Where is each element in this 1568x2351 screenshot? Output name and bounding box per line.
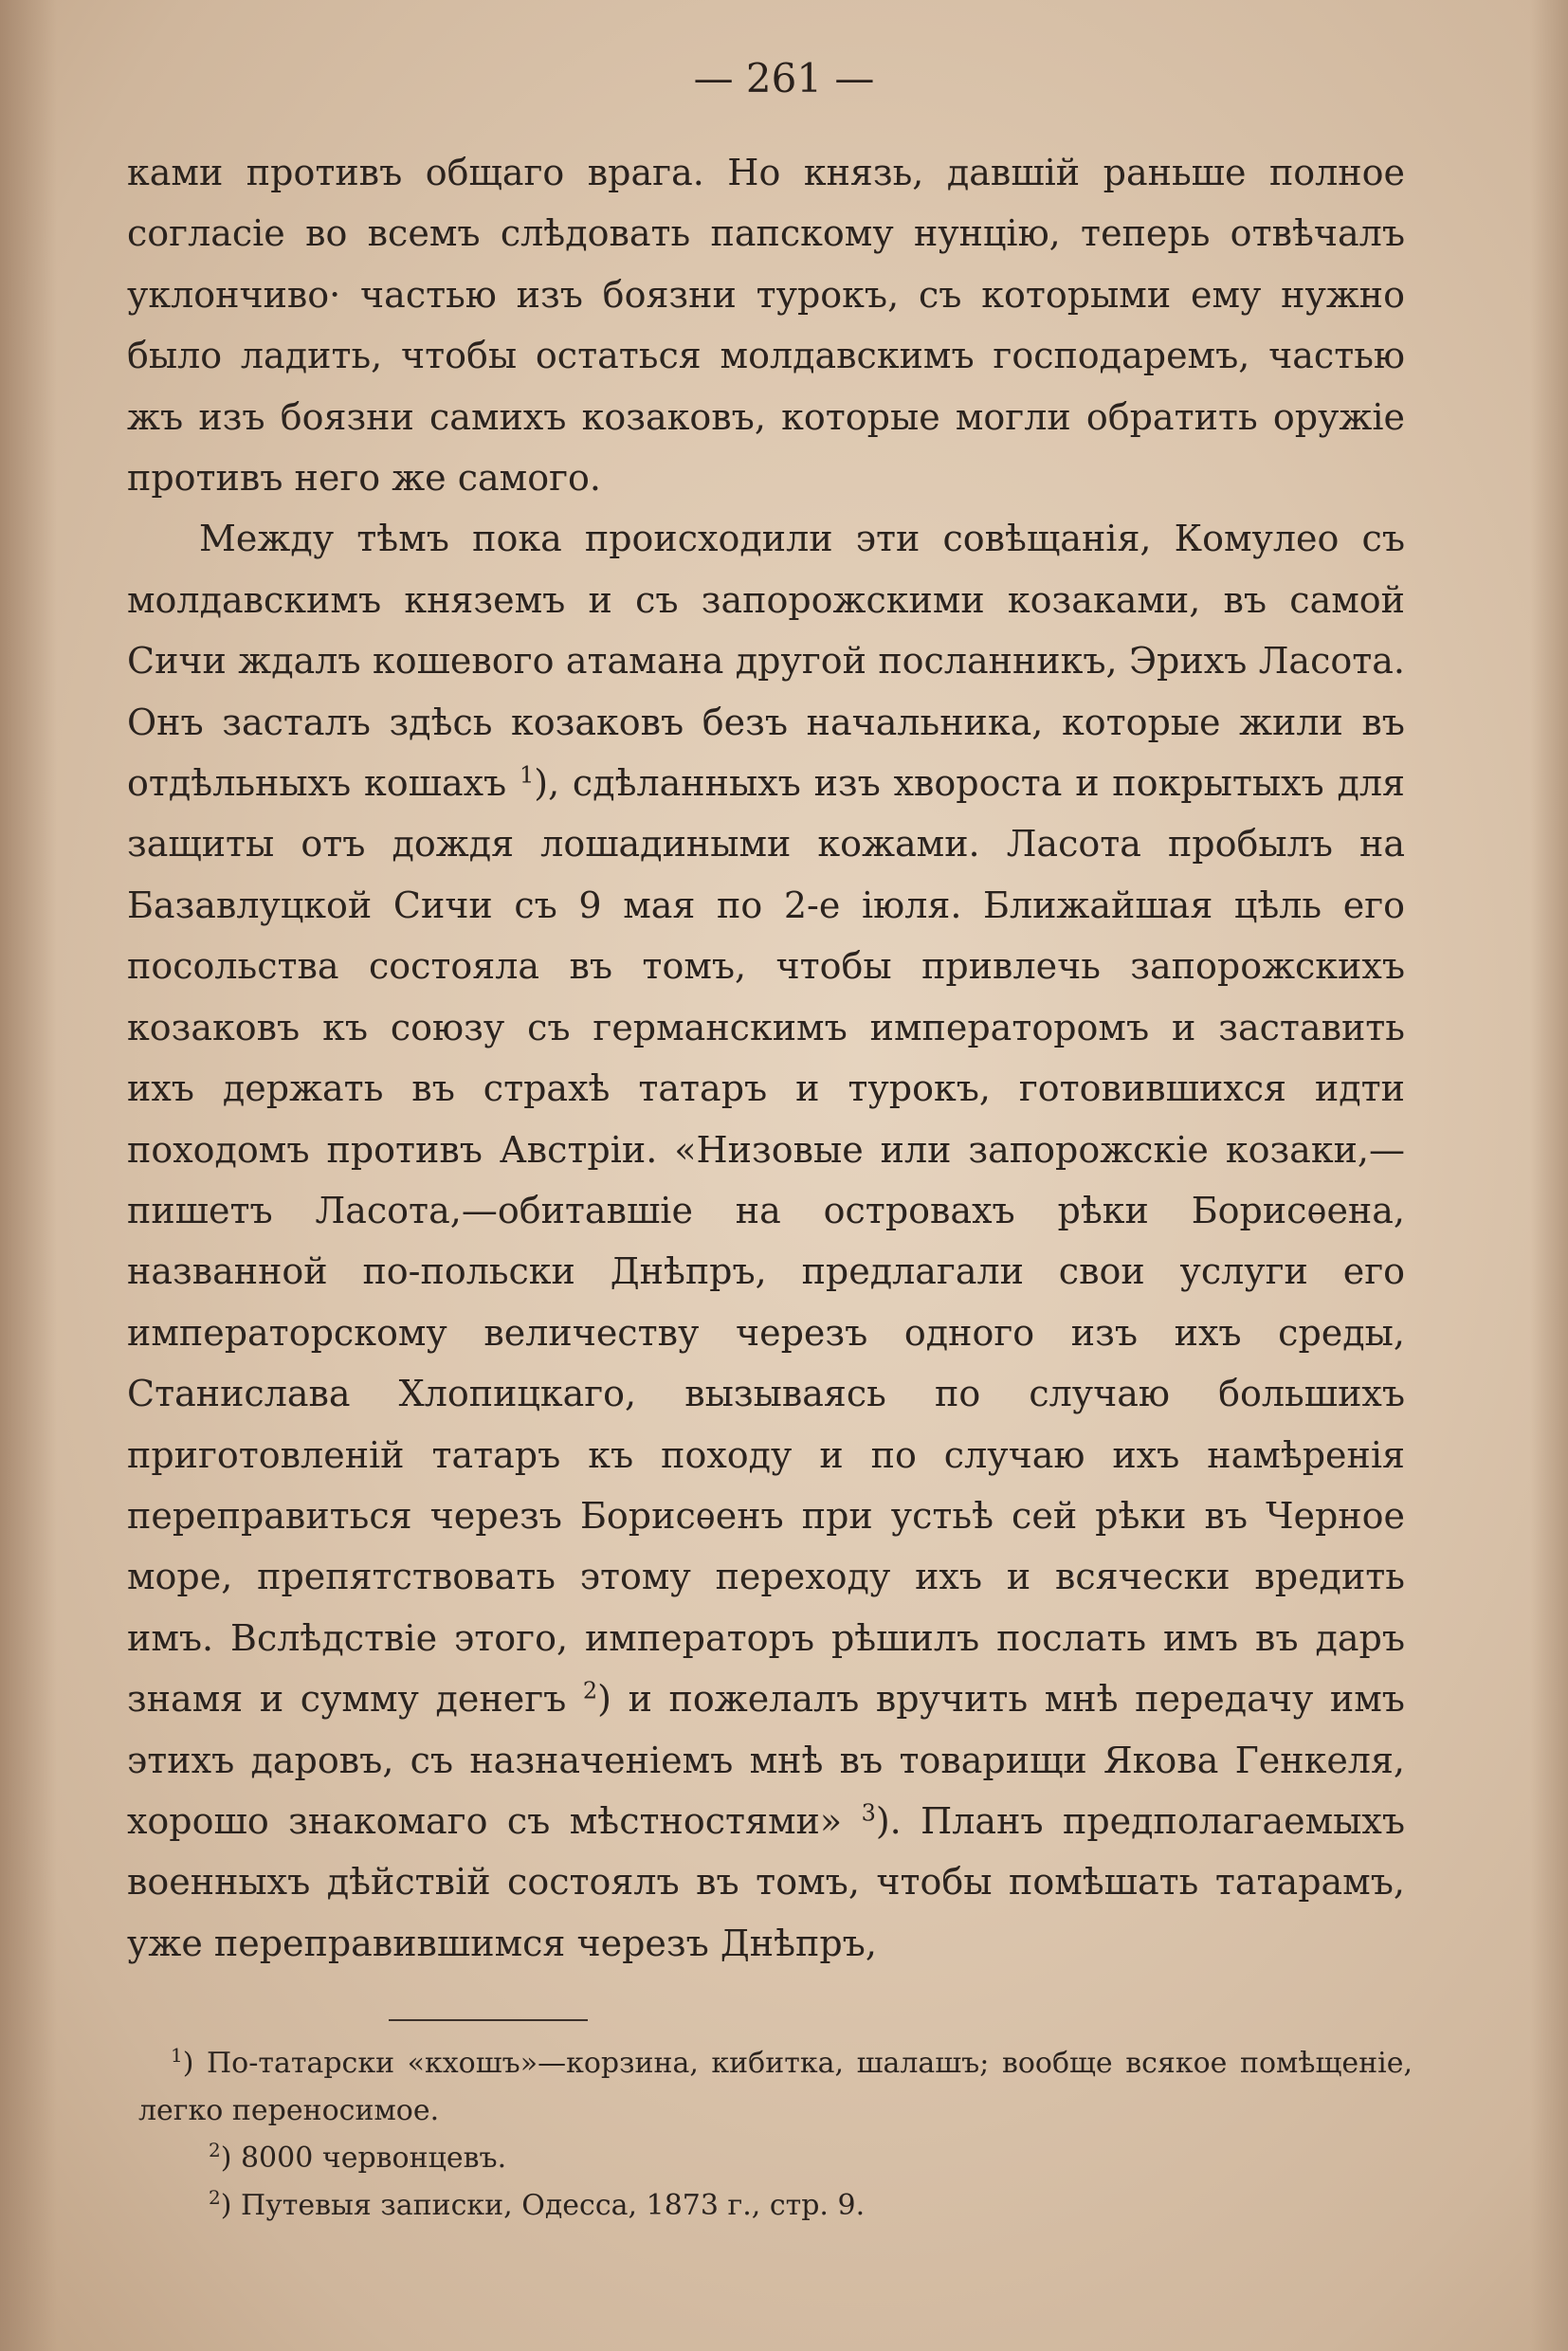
paragraph-2 (127, 508, 1405, 1974)
footnote-ref-2: 2 (582, 1677, 598, 1704)
paragraph-2-part-1: Между тѣмъ пока происходили эти совѣщанія, Комулео съ молдавскимъ княземъ и съ запорожскими козаками, въ самой Сичи ждалъ кошевого атамана другой посланникъ, Эрихъ Ласота. Онъ засталъ здѣсь козаковъ безъ начальника, которые жили въ отдѣльныхъ кошахъ (127, 518, 1405, 805)
footnote-1-marker: 1 (171, 2044, 183, 2067)
footnote-3-text: ) Путевыя записки, Одесса, 1873 г., стр. 9. (220, 2189, 866, 2222)
footnote-3-marker: 2 (209, 2186, 221, 2209)
paragraph-2-part-4: ). Планъ предполагаемыхъ военныхъ дѣйствій состоялъ въ томъ, чтобы помѣшать татарамъ, уже переправившимся черезъ Днѣпръ, (127, 1799, 1405, 1964)
paragraph-1: ками противъ общаго врага. Но князь, давшій раньше полное согласіе во всемъ слѣдовать папскому нунцію, теперь отвѣчалъ уклончиво· частью изъ боязни турокъ, съ которыми ему нужно было ладить, чтобы остаться молдавскимъ господаремъ, частью жъ изъ боязни самихъ козаковъ, которые могли обратить оружіе противъ него же самого. (127, 152, 1405, 500)
footnote-ref-3: 3 (861, 1799, 876, 1827)
footnotes (138, 2040, 1413, 2230)
footnote-ref-1: 1 (519, 761, 535, 789)
paragraph-2-part-3: ) и пожелалъ вручить мнѣ передачу имъ этихъ даровъ, съ назначеніемъ мнѣ въ товарищи Якова Генкеля, хорошо знакомаго съ мѣстностями» (127, 1678, 1405, 1842)
paragraph-2-part-2: ), сдѣланныхъ изъ хвороста и покрытыхъ для защиты отъ дождя лошадиными кожами. Ласота пробылъ на Базавлуцкой Сичи съ 9 мая по 2-е іюля. Ближайшая цѣль его посольства состояла въ томъ, чтобы привлечь запорожскихъ козаковъ къ союзу съ германскимъ императоромъ и заставить ихъ держать въ страхѣ татаръ и турокъ, готовившихся идти походомъ противъ Австріи. «Низовые или запорожскіе козаки,—пишетъ Ласота,—обитавшіе на островахъ рѣки Борисѳена, названной по-польски Днѣпръ, предлагали свои услуги его императорскому величеству черезъ одного изъ ихъ среды, Станислава Хлопицкаго, вызываясь по случаю большихъ приготовленій татаръ къ походу и по случаю ихъ намѣренія переправиться черезъ Борисѳенъ при устьѣ сей рѣки въ Черное море, препятствовать этому переходу ихъ и всячески вредить имъ. Вслѣдствіе этого, императоръ рѣшилъ послать имъ въ даръ знамя и сумму денегъ (127, 762, 1405, 1721)
footnote-1 (138, 2040, 1413, 2135)
page-number: — 261 — (693, 55, 875, 101)
page-shadow-right (1530, 0, 1568, 2351)
footnote-2 (171, 2135, 1413, 2182)
footnote-2-text: ) 8000 червонцевъ. (220, 2141, 507, 2175)
footnote-2-marker: 2 (209, 2139, 221, 2161)
footnote-separator (389, 2019, 588, 2021)
footnote-1-text: ) По-татарски «кхошъ»—корзина, кибитка, шалашъ; вообще всякое помѣщеніе, легко переносимое. (138, 2047, 1413, 2127)
main-text (127, 142, 1405, 1974)
page-shadow-left (0, 0, 57, 2351)
footnote-3 (171, 2182, 1413, 2230)
